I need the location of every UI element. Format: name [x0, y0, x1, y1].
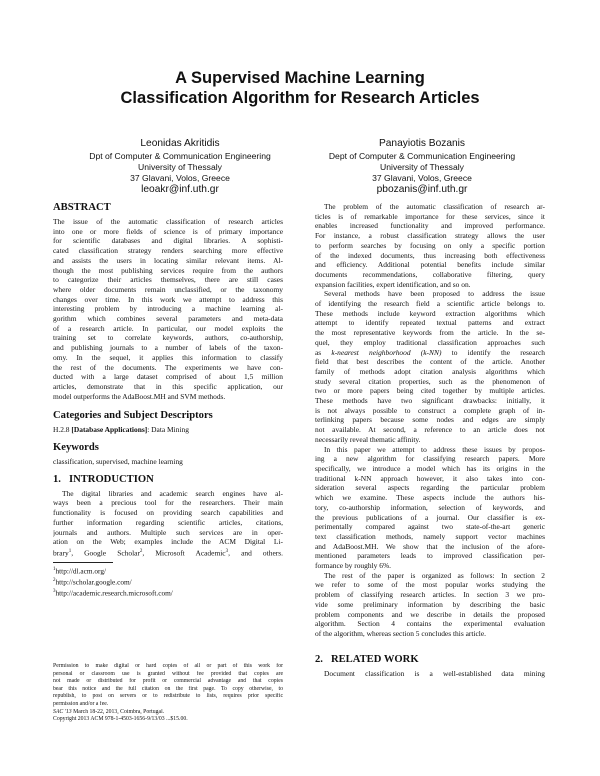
- text-line: field that best describes the content of the article. Another: [315, 357, 545, 367]
- author-address: 37 Glavani, Volos, Greece: [130, 173, 230, 183]
- footnote: [53, 565, 113, 576]
- text-line: formance by roughly 6%.: [315, 561, 392, 571]
- text-line: further information regarding scientific articles, citations,: [53, 517, 283, 527]
- footnote-url: http://academic.research.microsoft.com/: [55, 588, 173, 598]
- venue-line: [53, 709, 283, 717]
- text-line: to perform searches by focusing on only a specific portion: [315, 240, 545, 250]
- text-line: sideration several aspects regarding the particular problem: [315, 483, 545, 493]
- author-affiliation: Dept of Computer & Communication Engineering: [328, 151, 516, 161]
- text-line: and AdaBoost.MH. We show that the inclusion of the afore-: [315, 541, 545, 551]
- text-line: The problem of the automatic classification of research ar-: [324, 202, 545, 211]
- text-line: the most representative keywords from the article. In the se-: [315, 328, 545, 338]
- text-span-italic: k-nearest neighborhood (k-NN): [331, 347, 442, 357]
- text-line: of identifying the research field a scientific article belongs to.: [315, 299, 545, 309]
- text-line: traditional k-NN approach however, it also takes into con-: [315, 473, 545, 483]
- related-work-body: [315, 669, 545, 679]
- footnote-url: http://scholar.google.com/: [55, 577, 132, 587]
- introduction-heading: [53, 473, 283, 486]
- venue-name: SAC '13: [53, 708, 72, 715]
- introduction-body: [53, 489, 283, 558]
- footnote-ref: 3: [225, 548, 229, 554]
- footnote-url: http://dl.acm.org/: [55, 566, 107, 576]
- text-span: as: [315, 347, 332, 357]
- text-line: interesting problem by introducing a machine learning al-: [53, 304, 283, 314]
- title-line: A Supervised Machine Learning: [175, 69, 425, 87]
- text-line: terlinking papers because some nodes and edges are simply: [315, 415, 545, 425]
- category-code: H.2.8: [53, 425, 70, 435]
- text-line: though the most publishing services require from the authors: [53, 265, 283, 275]
- permission-line: Permission to make digital or hard copies of all or part of this work for: [53, 663, 283, 669]
- text-line: classification, supervised, machine learning: [53, 457, 183, 467]
- section-title: RELATED WORK: [330, 653, 419, 665]
- text-line: which we examine. These aspects include the authors his-: [315, 493, 545, 503]
- text-line: ducted with a large dataset comprised of about 1,5 million: [53, 372, 283, 382]
- footnote: [53, 576, 132, 587]
- text-line: tory, co-authorship information, selection of keywords, and: [315, 502, 545, 512]
- section-title: INTRODUCTION: [68, 473, 154, 485]
- author-affiliation: Dpt of Computer & Communication Engineering: [89, 151, 271, 161]
- permission-notice: [53, 663, 283, 724]
- text-line: the rest of the documents. The experiments we have con-: [53, 362, 283, 372]
- text-line: mentioned parameters leads to improved classification per-: [315, 551, 545, 561]
- venue-details: March 18-22, 2013, Coimbra, Portugal.: [71, 708, 165, 715]
- keywords-body: [53, 457, 283, 467]
- section-number: 2.: [315, 653, 323, 665]
- text-line: text classification methods, namely support vector machines: [315, 531, 545, 541]
- footnotes: [53, 562, 173, 598]
- text-line: The digital libraries and academic search engines have al-: [62, 488, 283, 498]
- author-block: [282, 137, 562, 196]
- permission-line: permission and/or a fee.: [53, 700, 109, 707]
- intro-continued: [315, 202, 545, 639]
- category-rest: : Data Mining: [147, 425, 189, 435]
- text-line: ing a new algorithm for classifying research papers. More: [315, 454, 545, 464]
- text-line: we refer to some of the most popular works studying the: [315, 580, 545, 590]
- text-line: problem of classifying research articles. In section 3 we pro-: [315, 590, 545, 600]
- text-line: omy. In the sequel, it applies this information to classify: [53, 352, 283, 362]
- text-line: articles, demonstrate that in this specific application, our: [53, 381, 283, 391]
- text-line: [53, 547, 283, 558]
- text-line: expansion facilities, expert identification, and so on.: [315, 279, 471, 289]
- text-line: of the algorithm, whereas section 5 concludes this article.: [315, 628, 487, 638]
- footnote: [53, 587, 173, 598]
- copyright-line: Copyright 2013 ACM 978-1-4503-1656-9/13/03 ...$15.00.: [53, 716, 188, 723]
- text-line: and efficiency. Additional potential benefits include similar: [315, 260, 545, 270]
- text-line: problem components and we describe in details the proposed: [315, 609, 545, 619]
- text-line: for scientific databases and digital libraries. A sophisti-: [53, 236, 283, 246]
- author-email: leoakr@inf.uth.gr: [141, 184, 219, 195]
- left-column: [53, 201, 283, 598]
- text-line: not available. At second, a reference to an article does not: [315, 425, 545, 435]
- text-line: necessarily reveal thematic affinity.: [315, 434, 421, 444]
- text-line: Document classification is a well-established data mining: [324, 668, 545, 678]
- text-line: and assists the users in locating similar relevant items. Al-: [53, 255, 283, 265]
- text-line: two or more papers being cited together by multiple articles.: [315, 386, 545, 396]
- text-line: cated classification strategy renders searching more effective: [53, 246, 283, 256]
- author-email: pbozanis@inf.uth.gr: [376, 184, 468, 195]
- text-line: These methods include keyword extraction algorithms which: [315, 308, 545, 318]
- text-line: training set to correlate keywords, authors, co-authorship,: [53, 333, 283, 343]
- right-column: [315, 202, 545, 678]
- text-line: For instance, a robust classification strategy allows the user: [315, 231, 545, 241]
- text-line: Several methods have been proposed to address the issue: [324, 289, 545, 299]
- text-line: into one or more fields of science is of primary importance: [53, 226, 283, 236]
- text-line: enables increased functionality and improved performance.: [315, 221, 545, 231]
- footnote-number: 3: [53, 589, 56, 595]
- footnote-number: 2: [53, 578, 56, 584]
- text-line: quel, they employ traditional classification approaches such: [315, 337, 545, 347]
- title-line: Classification Algorithm for Research Articles: [120, 89, 480, 107]
- text-line: [315, 348, 545, 358]
- author-block: [40, 137, 320, 196]
- paper-title: [0, 68, 600, 108]
- text-span: to identify the research: [441, 347, 545, 357]
- text-line: functionality is focused on providing search capabilities and: [53, 508, 283, 518]
- footnote-ref: 1: [68, 548, 72, 554]
- text-line: gorithm which combines several parameters and meta-data: [53, 314, 283, 324]
- text-line: ticles is of remarkable importance for these services, since it: [315, 211, 545, 221]
- text-line: the previous publications of a journal. Our classifier is ex-: [315, 512, 545, 522]
- categories-body: [53, 425, 283, 435]
- text-line: ways been a precious tool for the researchers. Their main: [53, 498, 283, 508]
- text-span: , Microsoft Academic: [142, 548, 226, 558]
- text-span: , Google Scholar: [71, 548, 140, 558]
- text-line: The issue of the automatic classification of research articles: [53, 217, 283, 226]
- text-line: model outperforms the AdaBoost.MH and SVM methods.: [53, 391, 226, 401]
- text-line: ation on the Web; examples include the ACM Digital Li-: [53, 537, 283, 547]
- text-line: family of methods adopt citation analysis algorithms which: [315, 366, 545, 376]
- text-span: brary: [53, 548, 69, 558]
- text-line: of the indexed documents, thus increasing both effectiveness: [315, 250, 545, 260]
- text-line: In this paper we attempt to address these issues by propos-: [324, 444, 545, 454]
- text-line: changes over time. In this work we attempt to address this: [53, 294, 283, 304]
- text-line: to categorize their articles themselves, there are still cases: [53, 275, 283, 285]
- abstract-heading: ABSTRACT: [53, 202, 111, 213]
- related-work-heading: [315, 653, 545, 666]
- text-line: These methods have two significant drawbacks: initially, it: [315, 396, 545, 406]
- text-line: journals and authors. Multiple such services are in oper-: [53, 527, 283, 537]
- text-line: vide some preliminary information by describing the basic: [315, 599, 545, 609]
- permission-line: bear this notice and the full citation on the first page. To copy otherwise, to: [53, 685, 283, 692]
- text-line: and publishing journals to a number of labels of the taxon-: [53, 343, 283, 353]
- text-line: study several citation properties, such as the phenomenon of: [315, 376, 545, 386]
- permission-line: not made or distributed for profit or commercial advantage and that copies: [53, 678, 283, 685]
- text-line: perimentally compared against two state-of-the-art generic: [315, 522, 545, 532]
- author-university: University of Thessaly: [138, 162, 222, 172]
- author-address: 37 Glavani, Volos, Greece: [372, 173, 472, 183]
- footnote-ref: 2: [139, 548, 143, 554]
- author-name: Leonidas Akritidis: [140, 138, 220, 149]
- categories-heading: Categories and Subject Descriptors: [53, 410, 213, 422]
- text-line: specifically, we introduce a model which has its origins in the: [315, 463, 545, 473]
- text-line: attempt to identify repeated textual patterns and extract: [315, 318, 545, 328]
- text-line: The rest of the paper is organized as follows: In section 2: [324, 570, 545, 580]
- text-span: , and others.: [228, 548, 283, 558]
- keywords-heading: Keywords: [53, 442, 99, 454]
- abstract-body: [53, 217, 283, 401]
- permission-line: personal or classroom use is granted without fee provided that copies are: [53, 670, 283, 677]
- text-line: algorithm. Section 4 contains the experimental evaluation: [315, 619, 545, 629]
- category-bracket: [Database Applications]: [71, 425, 148, 435]
- footnote-number: 1: [53, 567, 56, 573]
- text-line: [53, 425, 283, 435]
- author-university: University of Thessaly: [380, 162, 464, 172]
- permission-line: republish, to post on servers or to redistribute to lists, requires prior specific: [53, 693, 283, 700]
- text-line: documents recommendations, collaborative filtering, query: [315, 269, 545, 279]
- text-line: of a research article. In particular, our model exploits the: [53, 323, 283, 333]
- text-line: where older documents remain unclassified, or the taxonomy: [53, 284, 283, 294]
- text-line: is not always possible to construct a complete graph of in-: [315, 405, 545, 415]
- author-name: Panayiotis Bozanis: [378, 138, 466, 149]
- section-number: 1.: [53, 473, 61, 485]
